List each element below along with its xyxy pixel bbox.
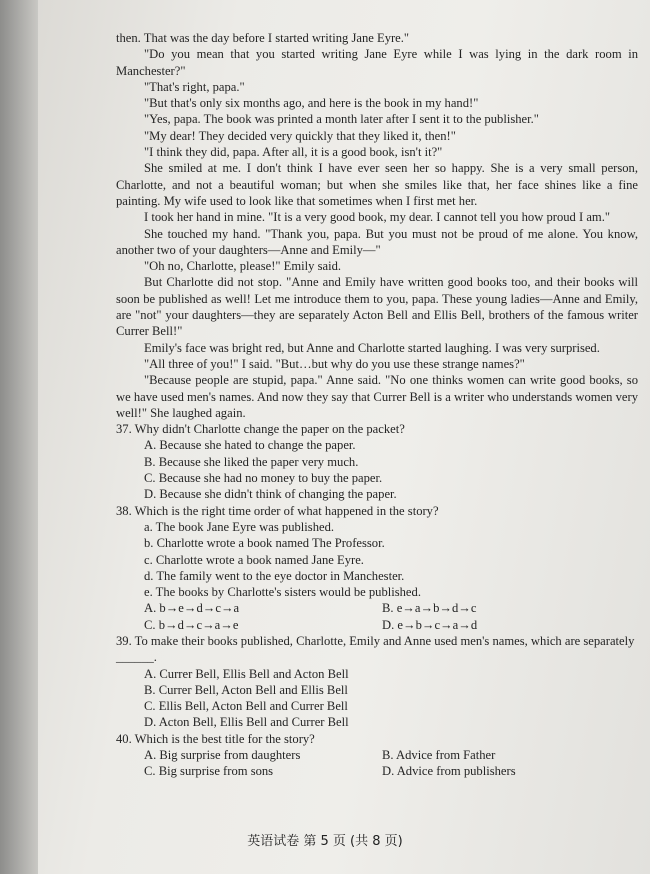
answer-option: C. Ellis Bell, Acton Bell and Currer Bell — [144, 699, 348, 714]
answer-option: C. Because she had no money to buy the paper. — [144, 471, 383, 486]
answer-option: B. Currer Bell, Acton Bell and Ellis Bell — [144, 682, 348, 697]
answer-option: A. Because she hated to change the paper. — [144, 438, 356, 453]
story-paragraph: "But that's only six months ago, and here is the book in my hand!" — [144, 96, 479, 111]
answer-option: C. Big surprise from sons — [144, 764, 274, 779]
answer-option: A. Currer Bell, Ellis Bell and Acton Bell — [144, 666, 349, 681]
answer-option: B. e→a→b→d→c — [382, 601, 477, 616]
story-paragraph: She smiled at me. I don't think I have ever seen her so happy. She is a very small person, Charlotte, and not a beautiful woman; but when she smiles like that, her face shines like a fine painting. My wife used to look like that sometimes when I first met her. — [116, 161, 638, 208]
answer-option: D. Acton Bell, Ellis Bell and Currer Bell — [144, 715, 349, 730]
story-paragraph: then. That was the day before I started writing Jane Eyre." — [116, 31, 410, 45]
option-row — [116, 747, 638, 763]
story-text — [116, 30, 638, 780]
question-text: 39. To make their books published, Charlotte, Emily and Anne used men's names, which are separately ______. — [116, 633, 635, 665]
story-paragraph: She touched my hand. "Thank you, papa. But you must not be proud of me alone. You know, another two of your daughters—Anne and Emily—" — [116, 226, 638, 257]
story-paragraph: "Oh no, Charlotte, please!" Emily said. — [144, 259, 342, 274]
event-item: b. Charlotte wrote a book named The Professor. — [144, 536, 385, 551]
story-paragraph: But Charlotte did not stop. "Anne and Emily have written good books too, and their books will soon be published as well! Let me introduce them to you, papa. These young ladies—Anne and Emily, are "not" your daughters—they are separately Acton Bell and Ellis Bell, brothers of the famous writer Currer Bell!" — [116, 275, 638, 339]
question-text: 38. Which is the right time order of what happened in the story? — [116, 503, 439, 518]
event-item: e. The books by Charlotte's sisters would be published. — [144, 585, 421, 600]
answer-option: B. Because she liked the paper very much. — [144, 454, 359, 469]
story-paragraph: I took her hand in mine. "It is a very good book, my dear. I cannot tell you how proud I am." — [144, 210, 611, 225]
answer-option: D. Advice from publishers — [382, 764, 516, 779]
story-paragraph: Emily's face was bright red, but Anne and Charlotte started laughing. I was very surprised. — [144, 340, 600, 355]
event-item: c. Charlotte wrote a book named Jane Eyre. — [144, 552, 364, 567]
option-row — [116, 763, 638, 779]
story-paragraph: "Yes, papa. The book was printed a month later after I sent it to the publisher." — [144, 112, 539, 127]
answer-option: A. Big surprise from daughters — [144, 748, 301, 763]
story-paragraph: "My dear! They decided very quickly that they liked it, then!" — [144, 128, 456, 143]
question-37 — [116, 421, 638, 502]
event-item: d. The family went to the eye doctor in Manchester. — [144, 568, 405, 583]
option-row — [116, 600, 638, 616]
option-row — [116, 617, 638, 633]
answer-option: D. e→b→c→a→d — [382, 617, 478, 632]
page-footer: 英语试卷 第 5 页 (共 8 页) — [247, 834, 403, 849]
question-text: 37. Why didn't Charlotte change the paper on the packet? — [116, 422, 405, 437]
story-paragraph: "I think they did, papa. After all, it is a good book, isn't it?" — [144, 145, 443, 160]
story-paragraph: "That's right, papa." — [144, 79, 245, 94]
event-item: a. The book Jane Eyre was published. — [144, 519, 335, 534]
answer-option: B. Advice from Father — [382, 748, 496, 763]
question-text: 40. Which is the best title for the story? — [116, 731, 315, 746]
story-paragraph: "Because people are stupid, papa." Anne said. "No one thinks women can write good books, so we have used men's names. And now they say that Currer Bell is a writer who understands women very well!" She laughed again. — [116, 373, 638, 420]
question-40 — [116, 731, 638, 780]
answer-option: A. b→e→d→c→a — [144, 601, 240, 616]
story-paragraph: "All three of you!" I said. "But…but why do you use these strange names?" — [144, 356, 525, 371]
question-38 — [116, 503, 638, 633]
answer-option: D. Because she didn't think of changing the paper. — [144, 487, 397, 502]
story-paragraph: "Do you mean that you started writing Jane Eyre while I was lying in the dark room in Manchester?" — [116, 47, 638, 78]
page-edge-shadow — [0, 0, 38, 874]
answer-option: C. b→d→c→a→e — [144, 617, 239, 632]
question-39 — [116, 633, 638, 731]
